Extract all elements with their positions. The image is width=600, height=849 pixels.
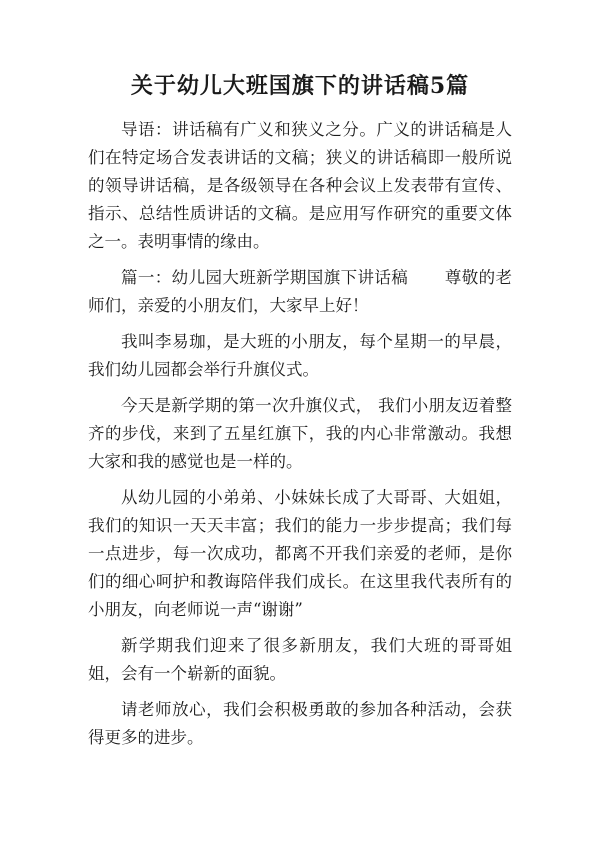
chapter-one-paragraph xyxy=(88,264,512,320)
body-paragraph-new-friends: 新学期我们迎来了很多新朋友，我们大班的哥哥姐姐，会有一个崭新的面貌。 xyxy=(88,636,512,683)
intro-paragraph: 导语：讲话稿有广义和狭义之分。广义的讲话稿是人们在特定场合发表讲话的文稿；狭义的讲话稿即一般所说的领导讲话稿，是各级领导在各种会议上发表带有宣传、指示、总结性质讲话的文稿。是应用写作研究的重要文体之一。表明事情的缘由。 xyxy=(88,120,512,251)
document-title: 关于幼儿大班国旗下的讲话稿5篇 xyxy=(130,73,470,99)
greeting-text: 尊敬的老师们，亲爱的小朋友们，大家早上好！ xyxy=(88,268,512,315)
body-paragraph-flag-ceremony: 今天是新学期的第一次升旗仪式， 我们小朋友迈着整齐的步伐，来到了五星红旗下，我的内心非常激动。我想大家和我的感觉也是一样的。 xyxy=(88,396,512,471)
chapter-one-heading: 篇一：幼儿园大班新学期国旗下讲话稿 xyxy=(121,268,409,287)
body-paragraph-growth: 从幼儿园的小弟弟、小妹妹长成了大哥哥、大姐姐，我们的知识一天天丰富；我们的能力一步步提高；我们每一点进步，每一次成功，都离不开我们亲爱的老师，是你们的细心呵护和教诲陪伴我们成长。在这里我代表所有的小朋友，向老师说一声“谢谢” xyxy=(88,488,512,619)
body-paragraph-self-intro: 我叫李易珈，是大班的小朋友，每个星期一的早晨，我们幼儿园都会举行升旗仪式。 xyxy=(88,332,512,379)
body-paragraph-promise: 请老师放心，我们会积极勇敢的参加各种活动，会获得更多的进步。 xyxy=(88,700,512,747)
